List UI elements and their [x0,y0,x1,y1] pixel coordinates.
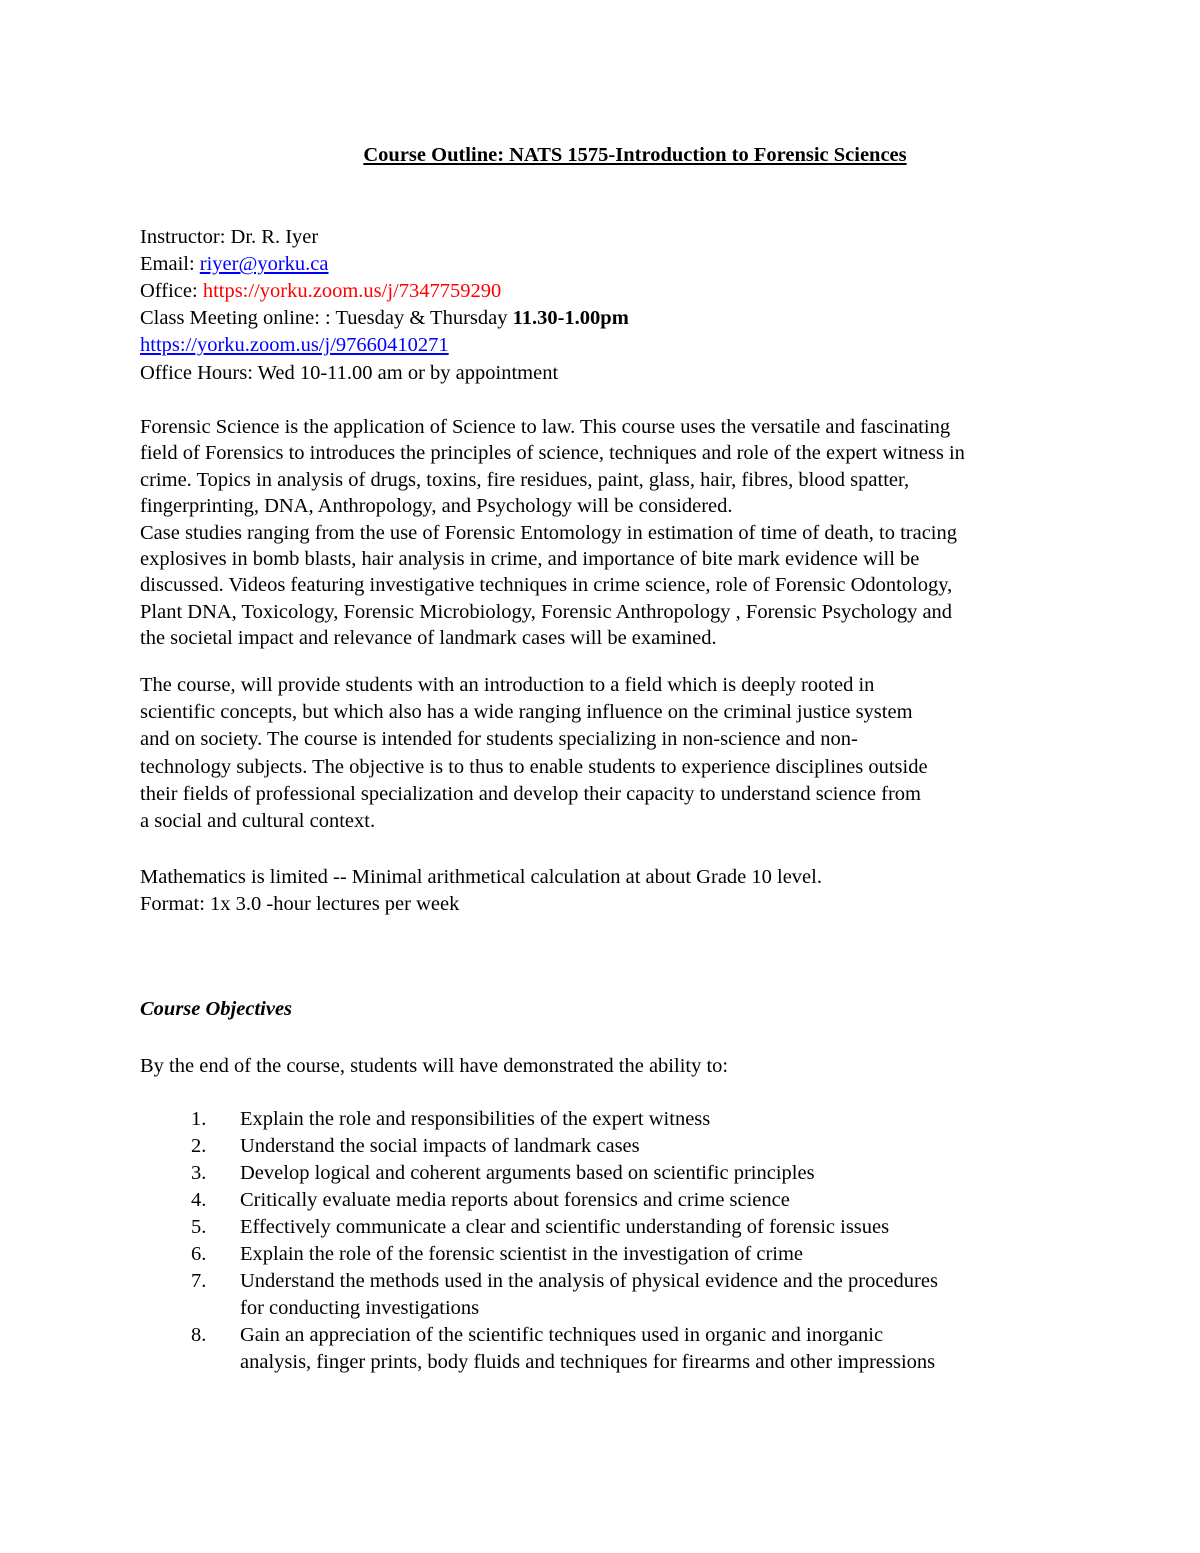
list-item-text [240,1160,1080,1187]
list-item-number: 8. [191,1324,207,1346]
list-item-text [240,1241,1080,1268]
list-item-text-line: Gain an appreciation of the scientific techniques used in organic and inorganic [240,1324,884,1346]
list-item [140,1241,1080,1268]
list-item-text-line: Effectively communicate a clear and scientific understanding of forensic issues [240,1216,890,1238]
paragraph-2-line: The course, will provide students with an introduction to a field which is deeply rooted in [140,674,875,696]
objectives-heading: Course Objectives [140,998,293,1020]
paragraph-2-line: scientific concepts, but which also has a wide ranging influence on the criminal justice system [140,701,913,724]
paragraph-1-line: fingerprinting, DNA, Anthropology, and Psychology will be considered. [140,495,733,518]
paragraph-2-line: technology subjects. The objective is to thus to enable students to experience disciplines outside [140,755,928,778]
list-item [140,1322,1080,1376]
list-item-text [240,1187,1080,1214]
list-item [140,1133,1080,1160]
list-item-text [240,1133,1080,1160]
office-line [140,278,501,304]
list-item [140,1106,1080,1133]
paragraph-2-line: a social and cultural context. [140,810,376,833]
email-label: Email: [140,253,200,275]
paragraph-1-line: discussed. Videos featuring investigative techniques in crime science, role of Forensic Odontology, [140,574,953,597]
list-item-text-line: Understand the methods used in the analysis of physical evidence and the procedures [240,1270,938,1292]
paragraph-2-line: their fields of professional specialization and develop their capacity to understand science from [140,782,921,805]
objectives-list [140,1106,1080,1376]
office-label: Office: [140,280,203,302]
class-time: 11.30-1.00pm [512,307,629,329]
paragraph-2-line: and on society. The course is intended for students specializing in non-science and non- [140,728,858,751]
list-item-text-line: Explain the role of the forensic scientist in the investigation of crime [240,1243,804,1265]
paragraph-1-line: crime. Topics in analysis of drugs, toxins, fire residues, paint, glass, hair, fibres, blood spatter, [140,468,910,491]
list-item-number: 7. [191,1270,207,1292]
list-item-number: 6. [191,1243,207,1265]
office-zoom-link[interactable]: https://yorku.zoom.us/j/7347759290 [202,280,502,302]
math-line: Mathematics is limited -- Minimal arithmetical calculation at about Grade 10 level. [140,866,822,888]
list-item-text [240,1268,1080,1322]
list-item-text-line: Understand the social impacts of landmark cases [240,1135,640,1157]
paragraph-1-line: explosives in bomb blasts, hair analysis in crime, and importance of bite mark evidence will be [140,548,920,571]
class-meeting-line [140,305,629,331]
list-item [140,1268,1080,1322]
paragraph-1-line: Forensic Science is the application of Science to law. This course uses the versatile and fascinating [140,416,951,438]
class-meeting-label: Class Meeting online: : Tuesday & Thursday [140,307,513,329]
list-item-number: 3. [191,1162,207,1184]
paragraph-1-line: field of Forensics to introduces the principles of science, techniques and role of the expert witness in [140,442,965,465]
list-item-text-line: for conducting investigations [240,1297,480,1319]
list-item-number: 4. [191,1189,207,1211]
instructor-line: Instructor: Dr. R. Iyer [140,226,319,248]
format-line: Format: 1x 3.0 -hour lectures per week [140,893,460,915]
list-item [140,1214,1080,1241]
objectives-intro: By the end of the course, students will have demonstrated the ability to: [140,1055,729,1077]
page-title: Course Outline: NATS 1575-Introduction to Forensic Sciences [363,144,907,166]
list-item-text-line: analysis, finger prints, body fluids and techniques for firearms and other impressions [240,1351,936,1373]
list-item-number: 1. [191,1108,207,1130]
description-paragraph-2 [140,672,1070,835]
paragraph-1-line: Case studies ranging from the use of Forensic Entomology in estimation of time of death, to tracing [140,521,957,544]
paragraph-1-line: the societal impact and relevance of landmark cases will be examined. [140,627,717,650]
list-item-text [240,1106,1080,1133]
list-item [140,1187,1080,1214]
class-url-line [140,332,449,358]
list-item [140,1160,1080,1187]
list-item-text [240,1322,1080,1376]
email-link[interactable]: riyer@yorku.ca [199,253,329,275]
list-item-text-line: Develop logical and coherent arguments based on scientific principles [240,1162,815,1184]
paragraph-1-line: Plant DNA, Toxicology, Forensic Microbiology, Forensic Anthropology , Forensic Psychology and [140,600,953,623]
list-item-text-line: Explain the role and responsibilities of the expert witness [240,1108,711,1130]
class-zoom-link[interactable]: https://yorku.zoom.us/j/97660410271 [140,334,449,356]
description-paragraph-1 [140,414,1070,652]
list-item-number: 2. [191,1135,207,1157]
office-hours-line: Office Hours: Wed 10-11.00 am or by appointment [140,362,559,384]
list-item-text-line: Critically evaluate media reports about forensics and crime science [240,1189,790,1211]
email-line [140,251,329,277]
list-item-text [240,1214,1080,1241]
list-item-number: 5. [191,1216,207,1238]
